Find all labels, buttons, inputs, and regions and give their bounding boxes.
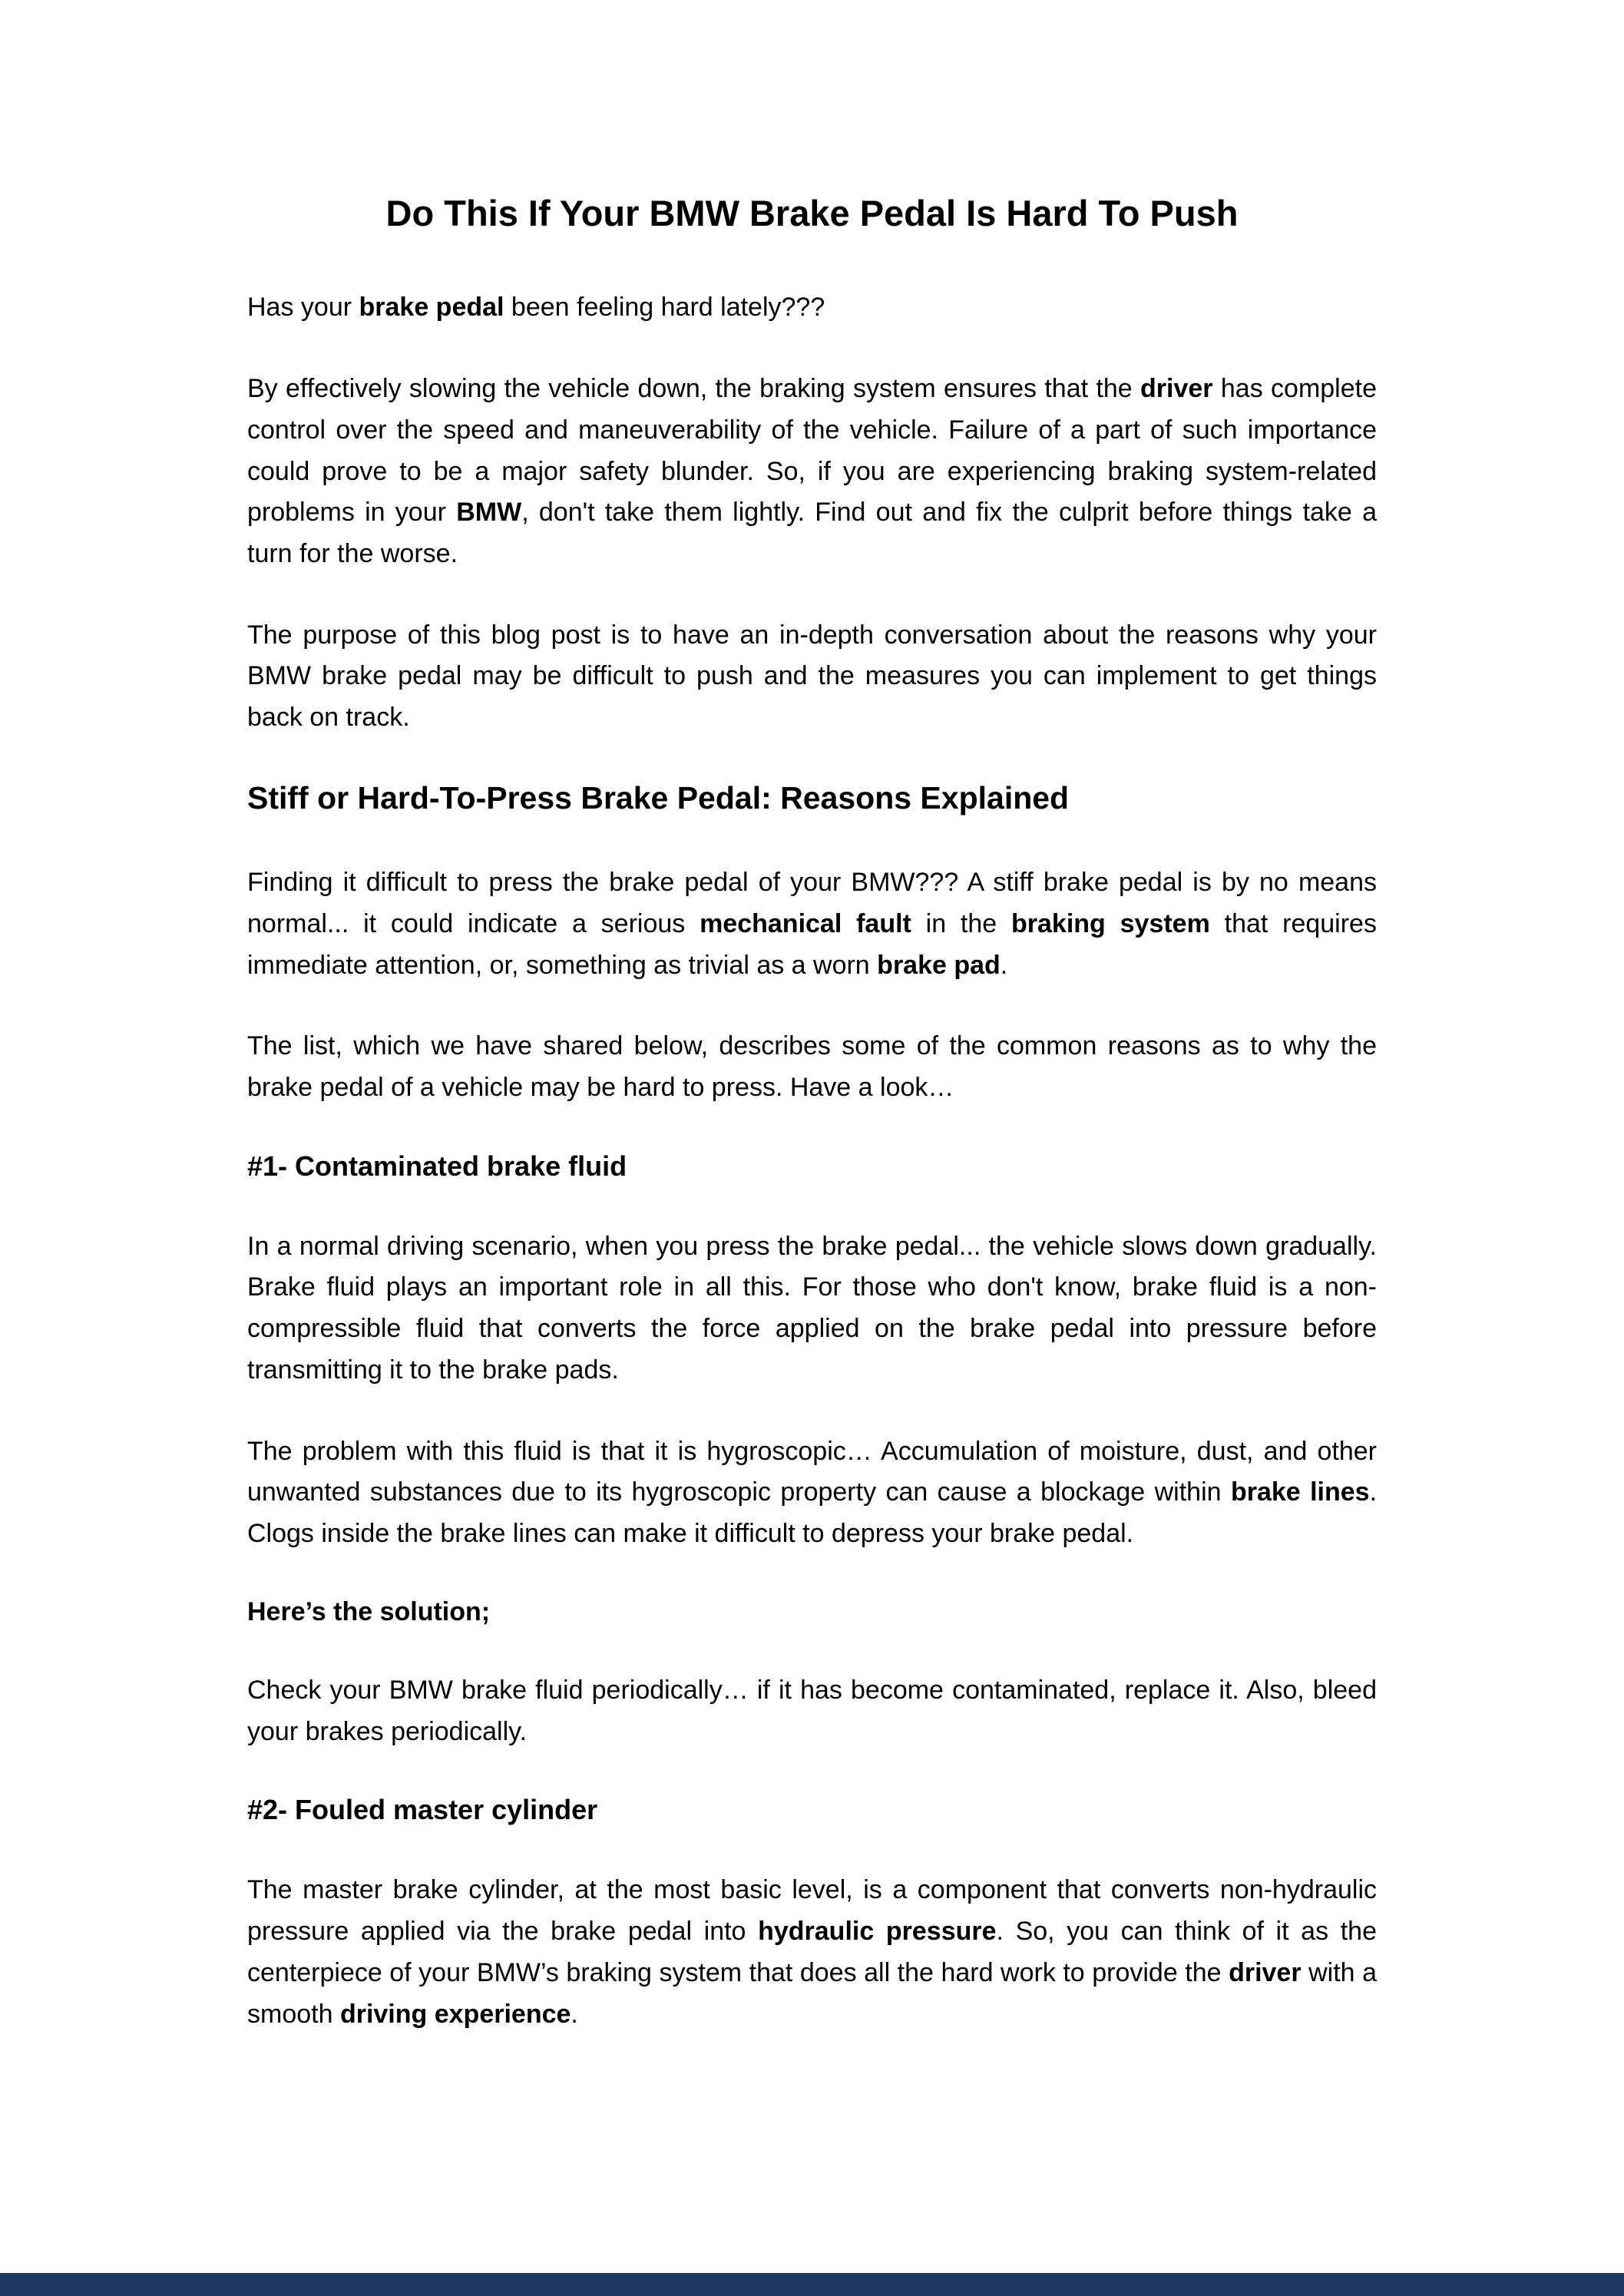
- braking-system-paragraph: [247, 369, 1377, 575]
- purpose-paragraph: The purpose of this blog post is to have an in-depth conversation about the reasons why your BMW brake pedal may be difficult to push and the measures you can implement to get things back on track.: [247, 620, 1377, 733]
- bold-text: driver: [1229, 1957, 1302, 1987]
- normal-driving-paragraph: In a normal driving scenario, when you press the brake pedal... the vehicle slows down gradually. Brake fluid plays an important role in all this. For those who don't know, brake fluid is a non-compressible fluid that converts the force applied on the brake pedal into pressure before transmitting it to the brake pads.: [247, 1231, 1377, 1385]
- bold-text: BMW: [456, 498, 522, 528]
- reasons-heading: Stiff or Hard-To-Press Brake Pedal: Reasons Explained: [247, 779, 1070, 816]
- bold-text: brake lines: [1230, 1477, 1370, 1507]
- bold-text: hydraulic pressure: [758, 1917, 997, 1947]
- text-segment: been feeling hard lately???: [504, 293, 825, 323]
- bold-text: brake pad: [877, 950, 1001, 980]
- text-segment: .: [571, 1999, 578, 2029]
- hygroscopic-paragraph: [247, 1431, 1377, 1555]
- text-segment: By effectively slowing the vehicle down, the braking system ensures that the: [247, 374, 1141, 404]
- list-intro-paragraph: The list, which we have shared below, describes some of the common reasons as to why the brake pedal of a vehicle may be hard to press. Have a look…: [247, 1031, 1377, 1102]
- page-title: Do This If Your BMW Brake Pedal Is Hard To Push: [385, 193, 1239, 233]
- reason-2-heading: #2- Fouled master cylinder: [247, 1794, 598, 1826]
- solution-heading: Here’s the solution;: [247, 1596, 491, 1626]
- text-segment: .: [1000, 950, 1008, 980]
- text-segment: Finding it difficult to press the brake pedal of your BMW??? A stiff brake pedal is by no means normal... it could indicate a serious: [247, 868, 1377, 938]
- bold-text: driving experience: [339, 1999, 571, 2029]
- reason-1-heading: #1- Contaminated brake fluid: [247, 1150, 627, 1182]
- text-segment: , don't take them lightly. Find out and fix the culprit before things take a turn for the worse.: [247, 498, 1377, 568]
- text-segment: with a smooth: [247, 1957, 1377, 2029]
- bold-text: mechanical fault: [700, 908, 911, 938]
- text-segment: in the: [911, 908, 1012, 938]
- text-segment: . Clogs inside the brake lines can make it difficult to depress your brake pedal.: [247, 1477, 1378, 1549]
- bold-text: braking system: [1011, 908, 1210, 938]
- bold-text: brake pedal: [359, 293, 504, 323]
- finding-paragraph: [247, 862, 1377, 986]
- intro-paragraph: [247, 287, 1377, 329]
- text-segment: . So, you can think of it as the centerpiece of your BMW’s braking system that does all the hard work to provide the: [247, 1917, 1377, 1987]
- footer-bar: [0, 2273, 1624, 2296]
- bold-text: driver: [1140, 374, 1213, 404]
- text-segment: has complete control over the speed and maneuverability of the vehicle. Failure of a part of such importance could prove to be a major safety blunder. So, if you are experiencing braking system-related problems in your: [247, 374, 1378, 528]
- master-cylinder-paragraph: [247, 1870, 1377, 2035]
- text-segment: Has your: [247, 293, 359, 323]
- check-fluid-paragraph: Check your BMW brake fluid periodically… if it has become contaminated, replace it. Also, bleed your brakes periodically.: [247, 1675, 1377, 1746]
- text-segment: that requires immediate attention, or, something as trivial as a worn: [247, 908, 1377, 980]
- text-segment: The master brake cylinder, at the most basic level, is a component that converts non-hydraulic pressure applied via the brake pedal into: [247, 1875, 1377, 1947]
- text-segment: The problem with this fluid is that it is hygroscopic… Accumulation of moisture, dust, and other unwanted substances due to its hygroscopic property can cause a blockage within: [247, 1436, 1377, 1507]
